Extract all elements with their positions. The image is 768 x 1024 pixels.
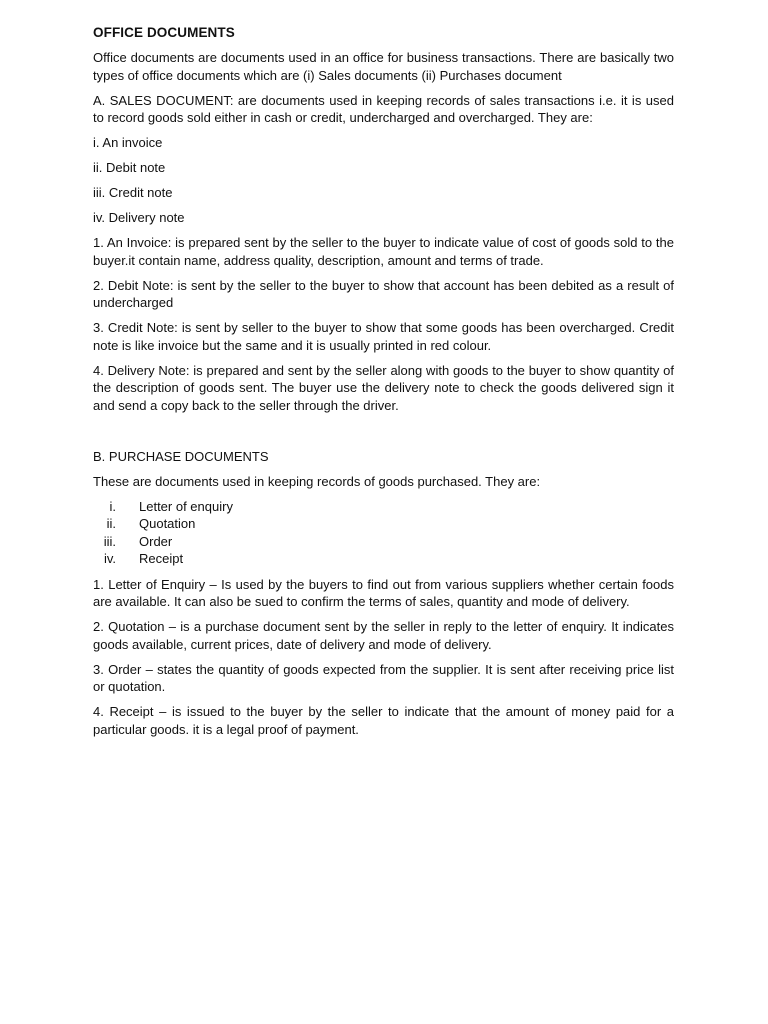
purchase-intro: These are documents used in keeping records of goods purchased. They are: bbox=[93, 473, 541, 489]
sales-list-item: ii. Debit note bbox=[93, 160, 166, 175]
purchase-list-item bbox=[93, 515, 674, 533]
sales-list-item: iii. Credit note bbox=[93, 185, 173, 200]
purchase-list bbox=[93, 498, 674, 568]
list-text: Letter of enquiry bbox=[139, 498, 233, 514]
list-number: i. bbox=[109, 498, 116, 514]
list-number: ii. bbox=[106, 516, 116, 532]
purchase-list-item bbox=[93, 498, 674, 516]
sales-detail-paragraph: 4. Delivery Note: is prepared and sent by the seller along with goods to the buyer to show quantity of the description of goods sent. The buyer use the delivery note to check the goods delivered sign it and send a copy back to the seller through the driver. bbox=[93, 362, 674, 413]
section-spacer bbox=[93, 422, 674, 448]
purchase-detail-paragraph: 1. Letter of Enquiry – Is used by the buyers to find out from various suppliers whether certain foods are available. It can also be sued to confirm the terms of sales, quantity and mode of delivery. bbox=[93, 576, 674, 610]
purchase-heading: B. PURCHASE DOCUMENTS bbox=[93, 448, 269, 464]
sales-detail-paragraph: 2. Debit Note: is sent by the seller to the buyer to show that account has been debited as a result of undercharged bbox=[93, 277, 674, 310]
list-number: iii. bbox=[103, 533, 116, 549]
list-number: iv. bbox=[103, 551, 116, 567]
sales-heading: A. SALES DOCUMENT: are documents used in keeping records of sales transactions i.e. it is used to record goods sold either in cash or credit, undercharged and overcharged. They are: bbox=[93, 92, 674, 125]
sales-detail-paragraph: 1. An Invoice: is prepared sent by the seller to the buyer to indicate value of cost of goods sold to the buyer.it contain name, address quality, description, amount and terms of trade. bbox=[93, 235, 674, 268]
list-text: Quotation bbox=[139, 516, 196, 532]
purchase-list-item bbox=[93, 533, 674, 551]
sales-list-item: i. An invoice bbox=[93, 135, 163, 150]
sales-detail-paragraph: 3. Credit Note: is sent by seller to the buyer to show that some goods has been overcharged. Credit note is like invoice but the same and it is usually printed in red colour. bbox=[93, 320, 674, 353]
list-text: Order bbox=[139, 533, 173, 549]
document-body bbox=[93, 24, 674, 746]
purchase-list-item bbox=[93, 550, 674, 568]
intro-paragraph: Office documents are documents used in an office for business transactions. There are basically two types of office documents which are (i) Sales documents (ii) Purchases document bbox=[93, 50, 674, 83]
document-title: OFFICE DOCUMENTS bbox=[93, 25, 235, 40]
purchase-detail-paragraph: 4. Receipt – is issued to the buyer by the seller to indicate that the amount of money paid for a particular goods. it is a legal proof of payment. bbox=[93, 704, 674, 737]
list-text: Receipt bbox=[139, 551, 184, 567]
purchase-detail-paragraph: 3. Order – states the quantity of goods expected from the supplier. It is sent after receiving price list or quotation. bbox=[93, 661, 674, 695]
purchase-detail-paragraph: 2. Quotation – is a purchase document sent by the seller in reply to the letter of enquiry. It indicates goods available, current prices, date of delivery and mode of delivery. bbox=[93, 619, 674, 652]
sales-list-item: iv. Delivery note bbox=[93, 210, 185, 225]
